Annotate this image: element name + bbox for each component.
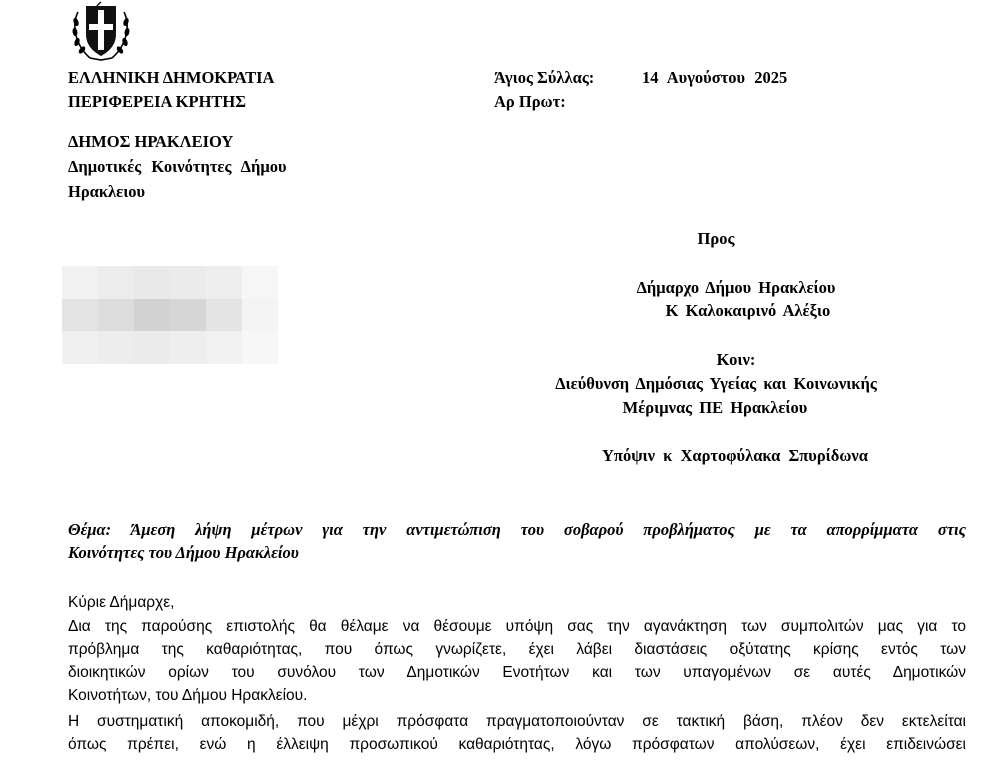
redaction-cell: [170, 331, 206, 364]
redaction-cell: [206, 266, 242, 299]
subject-line-2: Κοινότητες του Δήμου Ηρακλείου: [68, 543, 299, 562]
redaction-cell: [206, 299, 242, 332]
coat-of-arms-icon: [68, 0, 134, 62]
redaction-cell: [170, 299, 206, 332]
redaction-cell: [134, 266, 170, 299]
redaction-cell: [62, 331, 98, 364]
salutation-text: Κύριε Δήμαρχε,: [68, 594, 175, 611]
redaction-cell: [242, 266, 278, 299]
communities-city: Ηρακλειου: [68, 182, 146, 201]
subject-line: [68, 518, 966, 564]
redaction-cell: [62, 266, 98, 299]
place-label: Άγιος Σύλλας:: [494, 68, 595, 87]
redaction-cell: [98, 331, 134, 364]
paragraph-1-line-4: Κοινοτήτων, του Δήμου Ηρακλείου.: [68, 687, 308, 704]
attention-line: Υπόψιν κ Χαρτοφύλακα Σπυρίδωνα: [601, 446, 868, 465]
country-name: ΕΛΛΗΝΙΚΗ ΔΗΜΟΚΡΑΤΙΑ: [68, 68, 275, 87]
region-name: ΠΕΡΙΦΕΡΕΙΑ ΚΡΗΤΗΣ: [68, 92, 247, 111]
redaction-cell: [62, 299, 98, 332]
redaction-cell: [134, 331, 170, 364]
paragraph-1: [68, 615, 966, 707]
redacted-area: [62, 266, 278, 364]
paragraph-1-line-2: πρόβλημα της καθαριότητας, που όπως γνωρίζετε, έχει λάβει διαστάσεις οξύτατης κρίσης εντός των: [68, 641, 966, 658]
paragraph-1-line-3: διοικητικών ορίων του συνόλου των Δημοτικών Ενοτήτων και των υπαγομένων σε αυτές Δημοτικών: [68, 664, 966, 681]
redaction-cell: [98, 266, 134, 299]
salutation: [68, 591, 966, 614]
paragraph-2-line-2: όπως πρέπει, ενώ η έλλειψη προσωπικού καθαριότητας, λόγω πρόσφατων απολύσεων, έχει επιδεινώσει: [68, 736, 966, 753]
redaction-cell: [98, 299, 134, 332]
to-recipient-name: Κ Καλοκαιρινό Αλέξιο: [665, 301, 831, 320]
to-label: Προς: [697, 229, 735, 248]
protocol-label: Αρ Πρωτ:: [494, 92, 566, 111]
communities-line: Δημοτικές Κοινότητες Δήμου: [68, 157, 287, 176]
subject-line-1: Θέμα: Άμεση λήψη μέτρων για την αντιμετώπιση του σοβαρού προβλήματος με τα απορρίμματα στις: [68, 520, 966, 539]
cc-recipient-line1: Διεύθυνση Δημόσιας Υγείας και Κοινωνικής: [555, 374, 877, 393]
paragraph-1-line-1: Δια της παρούσης επιστολής θα θέλαμε να θέσουμε υπόψη σας την αγανάκτηση των συμπολιτών μας για το: [68, 618, 966, 635]
paragraph-2-line-1: Η συστηματική αποκομιδή, που μέχρι πρόσφατα πραγματοποιούνταν σε τακτική βάση, πλέον δεν εκτελείται: [68, 713, 966, 730]
redaction-cell: [170, 266, 206, 299]
paragraph-2: [68, 710, 966, 756]
redaction-cell: [242, 331, 278, 364]
cc-label: Κοιν:: [716, 350, 756, 369]
cc-recipient-line2: Μέριμνας ΠΕ Ηρακλείου: [622, 398, 808, 417]
to-recipient-title: Δήμαρχο Δήμου Ηρακλείου: [636, 278, 836, 297]
redaction-cell: [242, 299, 278, 332]
letter-date: 14 Αυγούστου 2025: [642, 68, 788, 87]
municipality-name: ΔΗΜΟΣ ΗΡΑΚΛΕΙΟΥ: [68, 132, 234, 151]
redaction-cell: [206, 331, 242, 364]
redaction-cell: [134, 299, 170, 332]
